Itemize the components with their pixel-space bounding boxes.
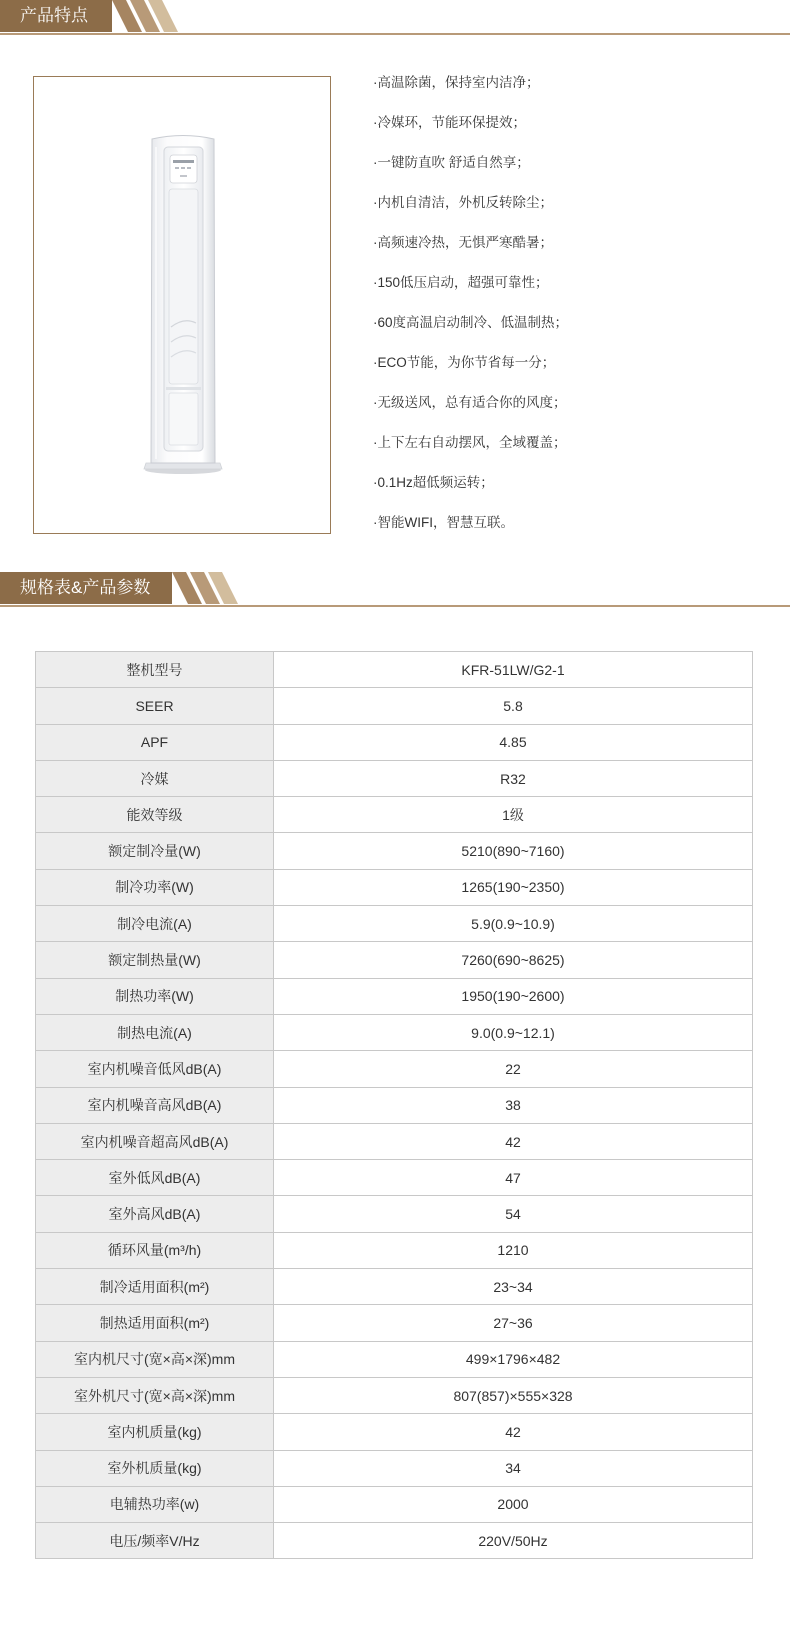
section-header-specs [0,572,790,608]
table-row [36,1377,753,1413]
spec-label: 室外低风dB(A) [36,1160,274,1196]
spec-value: 807(857)×555×328 [274,1377,753,1413]
spec-label: 制热电流(A) [36,1014,274,1050]
section-title: 产品特点 [0,0,112,32]
spec-value: 27~36 [274,1305,753,1341]
spec-label: 制冷电流(A) [36,906,274,942]
spec-value: 220V/50Hz [274,1523,753,1559]
spec-table [35,651,753,1559]
table-row [36,1160,753,1196]
spec-label: 电辅热功率(w) [36,1486,274,1522]
table-row [36,1051,753,1087]
spec-value: R32 [274,760,753,796]
product-image-frame [33,76,331,534]
spec-label: 室外机尺寸(宽×高×深)mm [36,1377,274,1413]
table-row [36,724,753,760]
table-row [36,978,753,1014]
spec-label: 循环风量(m³/h) [36,1232,274,1268]
table-row [36,1523,753,1559]
spec-value: 2000 [274,1486,753,1522]
feature-item: ·无级送风，总有适合你的风度； [373,395,567,410]
section-divider [0,605,790,607]
spec-value: 1210 [274,1232,753,1268]
feature-item: ·冷媒环，节能环保提效； [373,115,526,130]
feature-item: ·60度高温启动制冷、低温制热； [373,315,569,330]
table-row [36,1269,753,1305]
spec-value: 5210(890~7160) [274,833,753,869]
feature-item: ·上下左右自动摆风，全域覆盖； [373,435,567,450]
stripe-decoration-icon [172,572,262,604]
table-row [36,1414,753,1450]
table-row [36,797,753,833]
table-row [36,833,753,869]
stripe-decoration-icon [112,0,202,32]
spec-value: 1265(190~2350) [274,869,753,905]
table-row [36,652,753,688]
spec-label: 室内机噪音超高风dB(A) [36,1123,274,1159]
spec-value: 23~34 [274,1269,753,1305]
spec-label: SEER [36,688,274,724]
feature-item: ·内机自清洁，外机反转除尘； [373,195,553,210]
table-row [36,1232,753,1268]
spec-label: APF [36,724,274,760]
spec-value: 42 [274,1414,753,1450]
spec-value: 54 [274,1196,753,1232]
spec-value: 1950(190~2600) [274,978,753,1014]
spec-value: 1级 [274,797,753,833]
spec-label: 室外高风dB(A) [36,1196,274,1232]
spec-label: 室内机噪音低风dB(A) [36,1051,274,1087]
spec-value: 9.0(0.9~12.1) [274,1014,753,1050]
spec-label: 整机型号 [36,652,274,688]
table-row [36,1087,753,1123]
spec-value: 4.85 [274,724,753,760]
spec-label: 室内机尺寸(宽×高×深)mm [36,1341,274,1377]
spec-value: 38 [274,1087,753,1123]
spec-label: 制热功率(W) [36,978,274,1014]
feature-item: ·智能WIFI，智慧互联。 [373,515,514,530]
table-row [36,1305,753,1341]
spec-label: 额定制冷量(W) [36,833,274,869]
feature-item: ·150低压启动，超强可靠性； [373,275,549,290]
spec-value: 42 [274,1123,753,1159]
table-row [36,869,753,905]
table-row [36,1196,753,1232]
table-row [36,760,753,796]
spec-label: 能效等级 [36,797,274,833]
feature-item: ·高温除菌，保持室内洁净； [373,75,540,90]
spec-value: 5.9(0.9~10.9) [274,906,753,942]
table-row [36,1450,753,1486]
spec-label: 室外机质量(kg) [36,1450,274,1486]
feature-item: ·ECO节能，为你节省每一分； [373,355,556,370]
table-row [36,1341,753,1377]
spec-value: 34 [274,1450,753,1486]
spec-label: 冷媒 [36,760,274,796]
spec-label: 室内机噪音高风dB(A) [36,1087,274,1123]
table-row [36,688,753,724]
table-row [36,906,753,942]
floor-standing-ac-icon [34,77,330,533]
spec-label: 电压/频率V/Hz [36,1523,274,1559]
spec-label: 额定制热量(W) [36,942,274,978]
spec-value: 22 [274,1051,753,1087]
section-header-features [0,0,790,36]
spec-value: 499×1796×482 [274,1341,753,1377]
spec-label: 制冷适用面积(m²) [36,1269,274,1305]
feature-item: ·高频速冷热，无惧严寒酷暑； [373,235,553,250]
spec-label: 制热适用面积(m²) [36,1305,274,1341]
feature-item: ·0.1Hz超低频运转； [373,475,494,490]
section-title: 规格表&产品参数 [0,572,172,604]
table-row [36,1014,753,1050]
spec-value: 5.8 [274,688,753,724]
section-divider [0,33,790,35]
spec-value: 47 [274,1160,753,1196]
spec-label: 室内机质量(kg) [36,1414,274,1450]
feature-item: ·一键防直吹 舒适自然享； [373,155,530,170]
table-row [36,1123,753,1159]
spec-value: 7260(690~8625) [274,942,753,978]
table-row [36,1486,753,1522]
spec-value: KFR-51LW/G2-1 [274,652,753,688]
table-row [36,942,753,978]
feature-list [373,72,773,552]
spec-label: 制冷功率(W) [36,869,274,905]
